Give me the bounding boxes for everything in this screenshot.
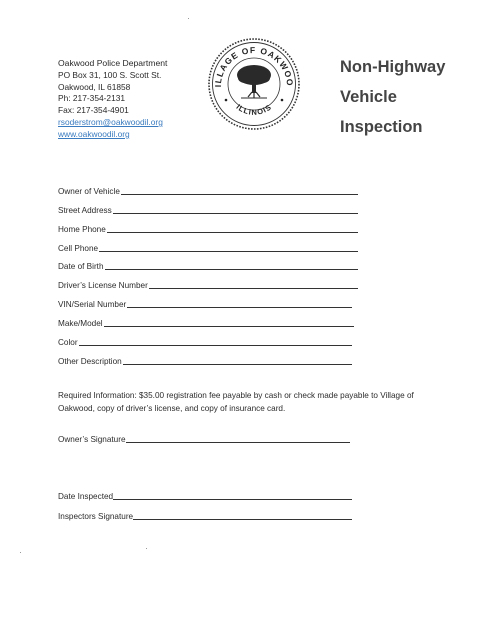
email-link[interactable]: rsoderstrom@oakwoodil.org bbox=[58, 116, 163, 127]
color-field[interactable] bbox=[58, 331, 352, 350]
website-link[interactable]: www.oakwoodil.org bbox=[58, 128, 130, 139]
make-model-field[interactable] bbox=[58, 312, 354, 331]
field-line[interactable] bbox=[104, 326, 354, 327]
field-line[interactable] bbox=[126, 442, 350, 443]
drivers-license-number-field[interactable] bbox=[58, 274, 358, 293]
field-line[interactable] bbox=[123, 364, 352, 365]
date-of-birth-field[interactable] bbox=[58, 256, 358, 275]
address-line: PO Box 31, 100 S. Scott St. bbox=[58, 69, 162, 80]
fax-number: Fax: 217-354-4901 bbox=[58, 105, 129, 116]
field-line[interactable] bbox=[99, 251, 358, 252]
scan-speck bbox=[146, 548, 147, 549]
field-label: Home Phone bbox=[58, 224, 106, 234]
field-label: Street Address bbox=[58, 205, 112, 215]
required-information-text: Required Information: $35.00 registration fee payable by cash or check made payable to Village of Oakwood, copy of driver’s license, and copy of insurance card. bbox=[58, 391, 414, 413]
seal-bottom-text: ILLINOIS bbox=[234, 102, 274, 117]
owners-signature-field[interactable] bbox=[58, 435, 350, 446]
field-label: Date Inspected bbox=[58, 492, 114, 501]
scan-speck bbox=[20, 552, 21, 553]
seal-top-text: ILLAGE OF OAKWOO bbox=[212, 44, 296, 88]
field-line[interactable] bbox=[113, 213, 358, 214]
field-label: Owner of Vehicle bbox=[58, 186, 120, 196]
field-line[interactable] bbox=[133, 519, 352, 520]
date-inspected-field[interactable] bbox=[58, 492, 352, 503]
field-line[interactable] bbox=[107, 232, 358, 233]
phone-number: Ph: 217-354-2131 bbox=[58, 93, 126, 104]
owner-of-vehicle-field[interactable] bbox=[58, 180, 358, 199]
contact-block bbox=[58, 58, 167, 141]
village-seal-logo bbox=[206, 36, 302, 132]
field-label: Date of Birth bbox=[58, 262, 104, 272]
field-label: VIN/Serial Number bbox=[58, 300, 127, 310]
cell-phone-field[interactable] bbox=[58, 237, 358, 256]
field-label: Owner’s Signature bbox=[58, 435, 126, 444]
title-line-1: Non-Highway bbox=[340, 58, 446, 76]
field-line[interactable] bbox=[105, 269, 358, 270]
form-title bbox=[340, 52, 445, 142]
field-label: Driver’s License Number bbox=[58, 281, 148, 291]
field-line[interactable] bbox=[79, 345, 352, 346]
street-address-field[interactable] bbox=[58, 199, 358, 218]
field-label: Cell Phone bbox=[58, 243, 99, 253]
field-label: Inspectors Signature bbox=[58, 512, 134, 521]
vin-serial-number-field[interactable] bbox=[58, 293, 352, 312]
field-line[interactable] bbox=[149, 288, 358, 289]
scan-speck bbox=[188, 18, 189, 19]
other-description-field[interactable] bbox=[58, 350, 352, 369]
city-line: Oakwood, IL 61858 bbox=[58, 81, 131, 92]
field-line[interactable] bbox=[113, 499, 352, 500]
inspectors-signature-field[interactable] bbox=[58, 512, 352, 523]
department-name: Oakwood Police Department bbox=[58, 58, 168, 68]
field-label: Make/Model bbox=[58, 319, 103, 329]
title-line-2: Vehicle bbox=[340, 88, 397, 106]
field-line[interactable] bbox=[127, 307, 352, 308]
vehicle-info-fields bbox=[58, 180, 358, 369]
field-label: Other Description bbox=[58, 356, 122, 366]
field-label: Color bbox=[58, 338, 78, 348]
field-line[interactable] bbox=[121, 194, 358, 195]
home-phone-field[interactable] bbox=[58, 218, 358, 237]
oak-tree-icon bbox=[237, 65, 271, 98]
title-line-3: Inspection bbox=[340, 118, 423, 136]
